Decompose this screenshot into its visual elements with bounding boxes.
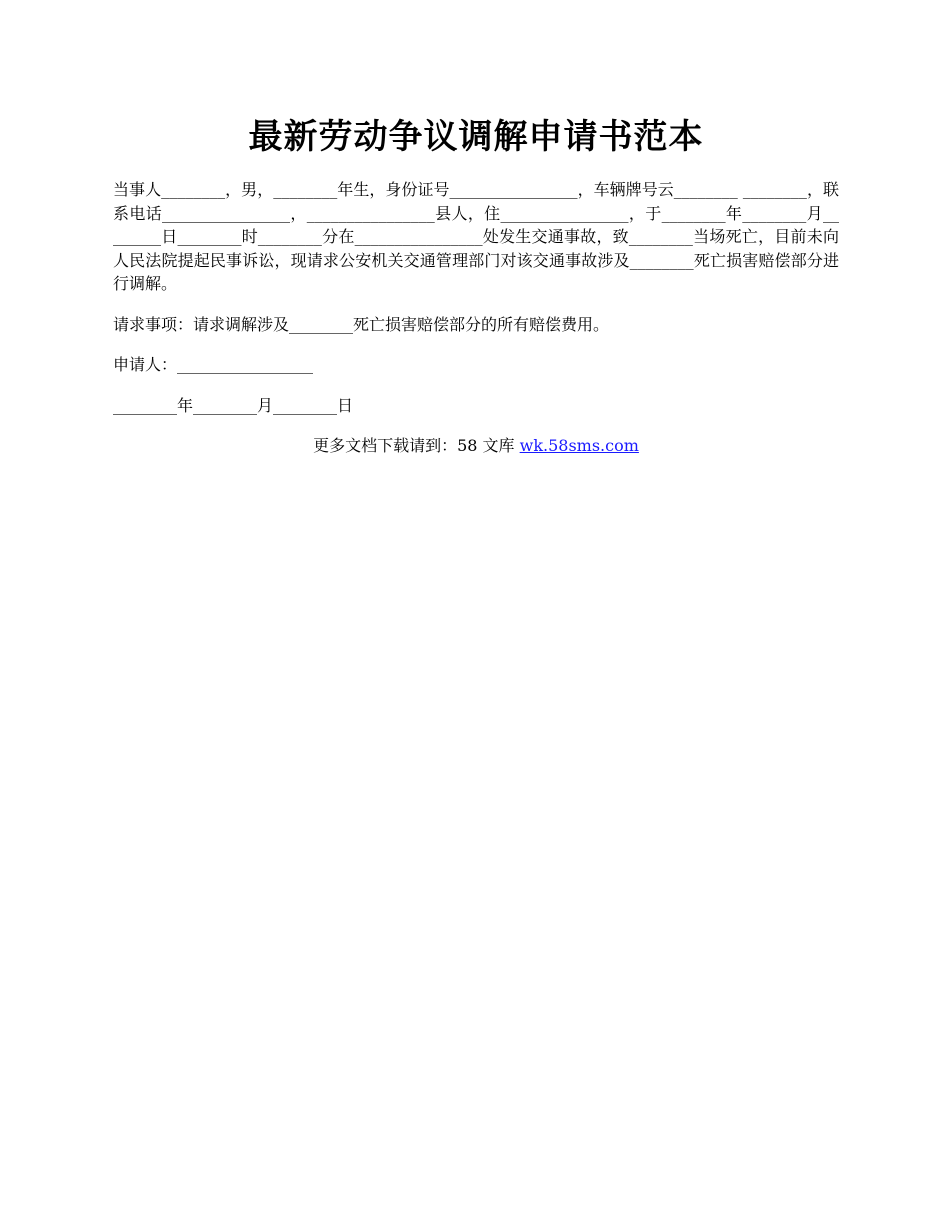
request-items: 请求事项：请求调解涉及________死亡损害赔偿部分的所有赔偿费用。 — [113, 314, 610, 334]
footer-text: 更多文档下载请到：58 文库 — [313, 436, 520, 455]
applicant-line: 申请人：_________________ — [113, 355, 314, 374]
spacer — [113, 336, 839, 353]
date-line: ________年________月________日 — [113, 395, 354, 415]
body-paragraph: 当事人________，男，________年生，身份证号________________，车辆牌号云________ ________，联系电话________________，________________县人，住________________，于________年________月________日________时________分在________________处发生交通事故，致________当场死亡，目前未向人民法院提起民事诉讼，现请求公安机关交通管理部门对该交通事故涉及________死亡损害赔偿部分进行调解。 — [113, 180, 839, 293]
document-title: 最新劳动争议调解申请书范本 — [248, 117, 704, 157]
spacer — [113, 377, 839, 394]
document-page — [113, 112, 839, 458]
footer-link[interactable]: wk.58sms.com — [519, 436, 639, 455]
spacer — [113, 417, 839, 434]
spacer — [113, 296, 839, 313]
footer-line — [113, 434, 839, 458]
